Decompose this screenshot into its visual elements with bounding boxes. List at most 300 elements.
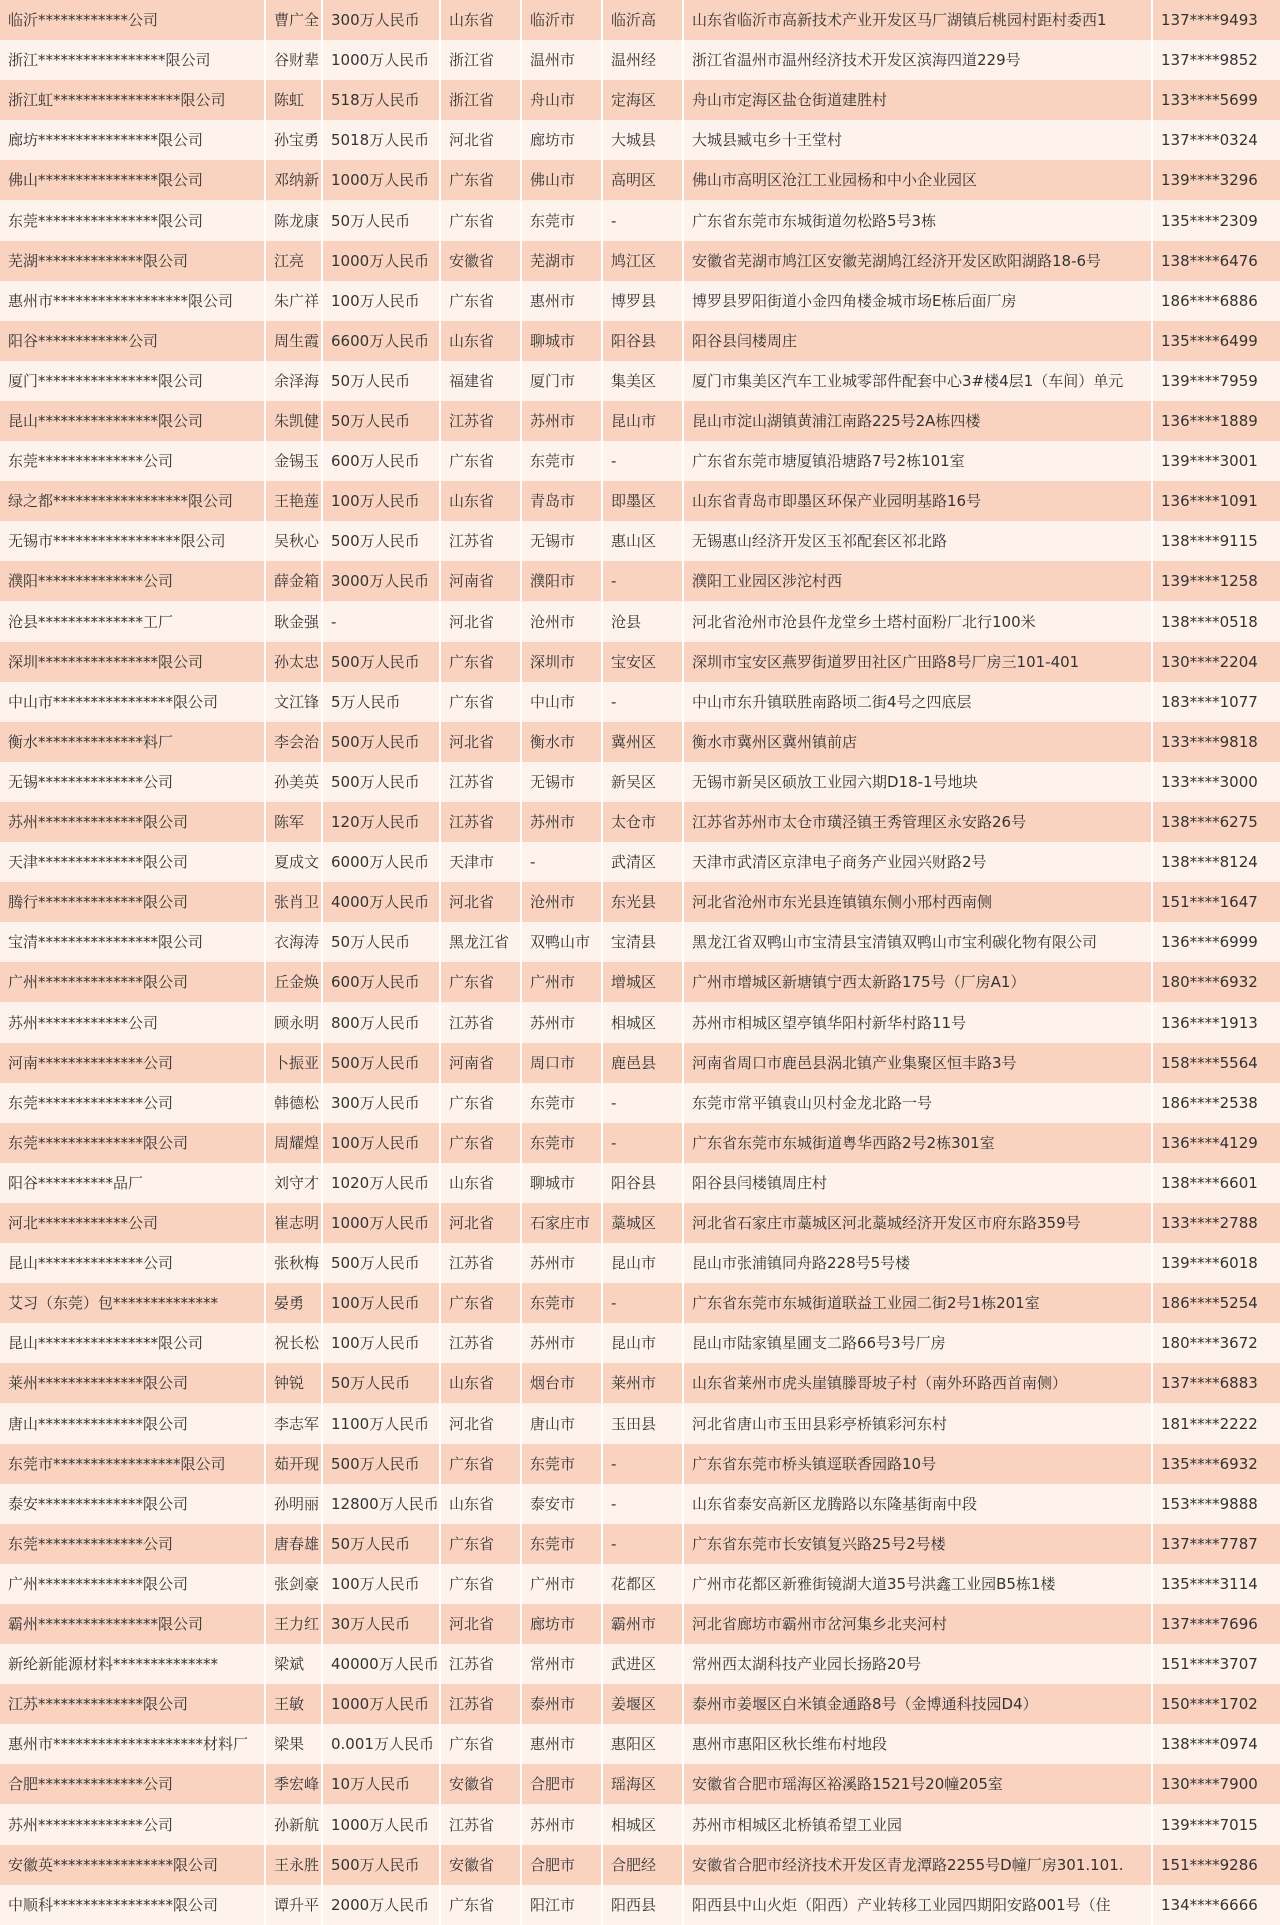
district-cell: 高明区	[603, 160, 684, 200]
district-cell: 合肥经	[603, 1845, 684, 1885]
district-cell: 冀州区	[603, 722, 684, 762]
province-cell: 河南省	[441, 561, 522, 601]
city-cell: 东莞市	[522, 201, 603, 241]
registered-capital-cell: 1000万人民币	[323, 1684, 441, 1724]
district-cell: 昆山市	[603, 1323, 684, 1363]
province-cell: 江苏省	[441, 1684, 522, 1724]
registered-capital-cell: 50万人民币	[323, 401, 441, 441]
table-row	[0, 1484, 1280, 1524]
city-cell: 东莞市	[522, 1123, 603, 1163]
address-cell: 山东省临沂市高新技术产业开发区马厂湖镇后桃园村距村委西1	[684, 0, 1153, 40]
city-cell: 青岛市	[522, 481, 603, 521]
table-row	[0, 602, 1280, 642]
city-cell: 廊坊市	[522, 1604, 603, 1644]
district-cell: 惠阳区	[603, 1724, 684, 1764]
address-cell: 昆山市张浦镇同舟路228号5号楼	[684, 1243, 1153, 1283]
city-cell: 泰州市	[522, 1684, 603, 1724]
table-row	[0, 1724, 1280, 1764]
phone-cell: 183****1077	[1161, 692, 1258, 711]
legal-person-cell: 陈军	[266, 802, 323, 842]
address-cell: 浙江省温州市温州经济技术开发区滨海四道229号	[684, 40, 1153, 80]
district-cell: 姜堰区	[603, 1684, 684, 1724]
district-cell: 武进区	[603, 1644, 684, 1684]
table-row	[0, 922, 1280, 962]
province-cell: 江苏省	[441, 401, 522, 441]
company-name-cell: 无锡市*****************限公司	[0, 521, 266, 561]
city-cell: 惠州市	[522, 281, 603, 321]
province-cell: 黑龙江省	[441, 922, 522, 962]
legal-person-cell: 梁斌	[266, 1644, 323, 1684]
registered-capital-cell: 10万人民币	[323, 1764, 441, 1804]
province-cell: 河南省	[441, 1043, 522, 1083]
city-cell: 惠州市	[522, 1724, 603, 1764]
province-cell: 广东省	[441, 1083, 522, 1123]
province-cell: 安徽省	[441, 1764, 522, 1804]
company-name-cell: 东莞**************公司	[0, 441, 266, 481]
phone-cell: 136****1889	[1161, 412, 1258, 430]
company-name-cell: 苏州**************限公司	[0, 802, 266, 842]
company-name-cell: 东莞**************公司	[0, 1083, 266, 1123]
city-cell: 广州市	[522, 962, 603, 1002]
district-cell: -	[603, 682, 684, 722]
legal-person-cell: 张秋梅	[266, 1243, 323, 1283]
district-cell: 宝清县	[603, 922, 684, 962]
phone-cell: 138****6275	[1161, 813, 1258, 831]
registered-capital-cell: 518万人民币	[323, 80, 441, 120]
company-name-cell: 衡水**************料厂	[0, 722, 266, 762]
phone-cell: 135****3114	[1161, 1574, 1258, 1593]
table-row	[0, 962, 1280, 1002]
table-row	[0, 361, 1280, 401]
address-cell: 广州市花都区新雅街镜湖大道35号洪鑫工业园B5栋1楼	[684, 1564, 1153, 1604]
company-name-cell: 沧县**************工厂	[0, 602, 266, 642]
registered-capital-cell: 50万人民币	[323, 361, 441, 401]
registered-capital-cell: 1000万人民币	[323, 241, 441, 281]
province-cell: 广东省	[441, 281, 522, 321]
table-row	[0, 642, 1280, 682]
registered-capital-cell: 500万人民币	[323, 1043, 441, 1083]
registered-capital-cell: 50万人民币	[323, 1524, 441, 1564]
district-cell: 集美区	[603, 361, 684, 401]
registered-capital-cell: 100万人民币	[323, 281, 441, 321]
company-name-cell: 昆山**************公司	[0, 1243, 266, 1283]
legal-person-cell: 钟锐	[266, 1363, 323, 1403]
company-name-cell: 惠州市******************限公司	[0, 281, 266, 321]
address-cell: 大城县臧屯乡十王堂村	[684, 120, 1153, 160]
province-cell: 山东省	[441, 1363, 522, 1403]
registered-capital-cell: 30万人民币	[323, 1604, 441, 1644]
legal-person-cell: 衣海涛	[266, 922, 323, 962]
province-cell: 广东省	[441, 160, 522, 200]
phone-cell: 139****3296	[1161, 171, 1258, 190]
company-name-cell: 合肥**************公司	[0, 1764, 266, 1804]
table-row	[0, 1644, 1280, 1684]
company-name-cell: 中山市****************限公司	[0, 682, 266, 722]
district-cell: 大城县	[603, 120, 684, 160]
company-name-cell: 安徽英****************限公司	[0, 1845, 266, 1885]
district-cell: 温州经	[603, 40, 684, 80]
table-row	[0, 1363, 1280, 1403]
province-cell: 广东省	[441, 1123, 522, 1163]
district-cell: -	[603, 1083, 684, 1123]
registered-capital-cell: 40000万人民币	[323, 1644, 441, 1684]
address-cell: 山东省泰安高新区龙腾路以东隆基街南中段	[684, 1484, 1153, 1524]
province-cell: 河北省	[441, 1203, 522, 1243]
phone-cell: 130****7900	[1161, 1775, 1258, 1794]
province-cell: 广东省	[441, 1444, 522, 1484]
district-cell: -	[603, 201, 684, 241]
district-cell: -	[603, 1283, 684, 1323]
address-cell: 广东省东莞市东城街道粤华西路2号2栋301室	[684, 1123, 1153, 1163]
city-cell: 泰安市	[522, 1484, 603, 1524]
phone-cell: 151****3707	[1161, 1655, 1258, 1674]
company-name-cell: 河北************公司	[0, 1203, 266, 1243]
city-cell: 合肥市	[522, 1845, 603, 1885]
registered-capital-cell: 500万人民币	[323, 762, 441, 802]
city-cell: 合肥市	[522, 1764, 603, 1804]
district-cell: -	[603, 561, 684, 601]
table-row	[0, 1243, 1280, 1283]
address-cell: 广东省东莞市塘厦镇沿塘路7号2栋101室	[684, 441, 1153, 481]
city-cell: 聊城市	[522, 321, 603, 361]
legal-person-cell: 薛金箱	[266, 561, 323, 601]
company-name-cell: 广州**************限公司	[0, 1564, 266, 1604]
phone-cell: 138****0518	[1161, 612, 1258, 631]
city-cell: 苏州市	[522, 1003, 603, 1043]
city-cell: 濮阳市	[522, 561, 603, 601]
company-name-cell: 河南**************公司	[0, 1043, 266, 1083]
legal-person-cell: 王艳莲	[266, 481, 323, 521]
legal-person-cell: 周生霞	[266, 321, 323, 361]
city-cell: 舟山市	[522, 80, 603, 120]
company-name-cell: 新纶新能源材料**************	[0, 1644, 266, 1684]
legal-person-cell: 季宏峰	[266, 1764, 323, 1804]
city-cell: 无锡市	[522, 521, 603, 561]
company-name-cell: 唐山**************限公司	[0, 1404, 266, 1444]
registered-capital-cell: 1100万人民币	[323, 1404, 441, 1444]
registered-capital-cell: 1000万人民币	[323, 40, 441, 80]
province-cell: 广东省	[441, 1564, 522, 1604]
company-name-cell: 东莞****************限公司	[0, 201, 266, 241]
table-row	[0, 0, 1280, 40]
legal-person-cell: 邓纳新	[266, 160, 323, 200]
registered-capital-cell: 1020万人民币	[323, 1163, 441, 1203]
phone-cell: 133****2788	[1161, 1214, 1258, 1232]
legal-person-cell: 孙新航	[266, 1805, 323, 1845]
table-row	[0, 1323, 1280, 1363]
company-name-cell: 江苏**************限公司	[0, 1684, 266, 1724]
district-cell: 昆山市	[603, 1243, 684, 1283]
table-row	[0, 321, 1280, 361]
phone-cell: 153****9888	[1161, 1494, 1258, 1513]
phone-cell: 135****6932	[1161, 1454, 1258, 1473]
province-cell: 广东省	[441, 1724, 522, 1764]
phone-cell: 133****3000	[1161, 772, 1258, 791]
phone-cell: 186****5254	[1161, 1294, 1258, 1313]
company-name-cell: 惠州市********************材料厂	[0, 1724, 266, 1764]
registered-capital-cell: 1000万人民币	[323, 1805, 441, 1845]
city-cell: 东莞市	[522, 1083, 603, 1123]
phone-cell: 139****7015	[1161, 1815, 1258, 1834]
registered-capital-cell: 50万人民币	[323, 1363, 441, 1403]
legal-person-cell: 卜振亚	[266, 1043, 323, 1083]
company-name-cell: 莱州**************限公司	[0, 1363, 266, 1403]
district-cell: 新吴区	[603, 762, 684, 802]
district-cell: 太仓市	[603, 802, 684, 842]
city-cell: 苏州市	[522, 1323, 603, 1363]
address-cell: 常州西太湖科技产业园长扬路20号	[684, 1644, 1153, 1684]
table-row	[0, 842, 1280, 882]
legal-person-cell: 金锡玉	[266, 441, 323, 481]
district-cell: 霸州市	[603, 1604, 684, 1644]
phone-cell: 136****1913	[1161, 1013, 1258, 1032]
company-name-cell: 霸州****************限公司	[0, 1604, 266, 1644]
city-cell: 佛山市	[522, 160, 603, 200]
registered-capital-cell: 5018万人民币	[323, 120, 441, 160]
city-cell: 沧州市	[522, 602, 603, 642]
table-row	[0, 1885, 1280, 1925]
city-cell: 唐山市	[522, 1404, 603, 1444]
city-cell: 广州市	[522, 1564, 603, 1604]
registered-capital-cell: 1000万人民币	[323, 1203, 441, 1243]
address-cell: 广东省东莞市长安镇复兴路25号2号楼	[684, 1524, 1153, 1564]
table-row	[0, 241, 1280, 281]
province-cell: 江苏省	[441, 521, 522, 561]
district-cell: 沧县	[603, 602, 684, 642]
company-name-cell: 苏州************公司	[0, 1003, 266, 1043]
district-cell: -	[603, 1123, 684, 1163]
company-name-cell: 阳谷************公司	[0, 321, 266, 361]
address-cell: 深圳市宝安区燕罗街道罗田社区广田路8号厂房三101-401	[684, 642, 1153, 682]
district-cell: -	[603, 1484, 684, 1524]
city-cell: 烟台市	[522, 1363, 603, 1403]
company-name-cell: 佛山****************限公司	[0, 160, 266, 200]
phone-cell: 133****5699	[1161, 91, 1258, 110]
address-cell: 河北省石家庄市藁城区河北藁城经济开发区市府东路359号	[684, 1203, 1153, 1243]
phone-cell: 139****7959	[1161, 371, 1258, 390]
district-cell: 藁城区	[603, 1203, 684, 1243]
district-cell: 相城区	[603, 1805, 684, 1845]
address-cell: 河北省沧州市东光县连镇镇东侧小邢村西南侧	[684, 882, 1153, 922]
phone-cell: 136****4129	[1161, 1133, 1258, 1152]
table-row	[0, 882, 1280, 922]
legal-person-cell: 陈虹	[266, 80, 323, 120]
company-name-cell: 天津**************限公司	[0, 842, 266, 882]
registered-capital-cell: 5万人民币	[323, 682, 441, 722]
city-cell: 苏州市	[522, 1805, 603, 1845]
province-cell: 河北省	[441, 722, 522, 762]
district-cell: 鹿邑县	[603, 1043, 684, 1083]
table-row	[0, 1564, 1280, 1604]
phone-cell: 138****9115	[1161, 532, 1258, 551]
city-cell: 芜湖市	[522, 241, 603, 281]
address-cell: 惠州市惠阳区秋长维布村地段	[684, 1724, 1153, 1764]
city-cell: 双鸭山市	[522, 922, 603, 962]
phone-cell: 130****2204	[1161, 652, 1258, 671]
table-row	[0, 1444, 1280, 1484]
legal-person-cell: 丘金焕	[266, 962, 323, 1002]
phone-cell: 186****2538	[1161, 1093, 1258, 1112]
registered-capital-cell: -	[323, 602, 441, 642]
table-row	[0, 40, 1280, 80]
phone-cell: 135****2309	[1161, 211, 1258, 230]
address-cell: 无锡市新吴区硕放工业园六期D18-1号地块	[684, 762, 1153, 802]
registered-capital-cell: 500万人民币	[323, 1845, 441, 1885]
province-cell: 广东省	[441, 962, 522, 1002]
table-row	[0, 1845, 1280, 1885]
legal-person-cell: 孙太忠	[266, 642, 323, 682]
table-row	[0, 521, 1280, 561]
registered-capital-cell: 2000万人民币	[323, 1885, 441, 1925]
province-cell: 江苏省	[441, 1003, 522, 1043]
table-row	[0, 762, 1280, 802]
district-cell: -	[603, 441, 684, 481]
phone-cell: 136****6999	[1161, 933, 1258, 952]
address-cell: 东莞市常平镇袁山贝村金龙北路一号	[684, 1083, 1153, 1123]
province-cell: 江苏省	[441, 1805, 522, 1845]
district-cell: 阳西县	[603, 1885, 684, 1925]
province-cell: 广东省	[441, 201, 522, 241]
district-cell: 宝安区	[603, 642, 684, 682]
province-cell: 河北省	[441, 882, 522, 922]
phone-cell: 138****6476	[1161, 251, 1258, 270]
registered-capital-cell: 100万人民币	[323, 481, 441, 521]
city-cell: 无锡市	[522, 762, 603, 802]
legal-person-cell: 朱广祥	[266, 281, 323, 321]
city-cell: 东莞市	[522, 1524, 603, 1564]
company-name-cell: 泰安**************限公司	[0, 1484, 266, 1524]
company-name-cell: 濮阳**************公司	[0, 561, 266, 601]
company-name-cell: 浙江*****************限公司	[0, 40, 266, 80]
province-cell: 浙江省	[441, 80, 522, 120]
address-cell: 江苏省苏州市太仓市璜泾镇王秀管理区永安路26号	[684, 802, 1153, 842]
phone-cell: 151****9286	[1161, 1855, 1258, 1874]
address-cell: 河北省唐山市玉田县彩亭桥镇彩河东村	[684, 1404, 1153, 1444]
table-row	[0, 201, 1280, 241]
city-cell: 聊城市	[522, 1163, 603, 1203]
legal-person-cell: 晏勇	[266, 1283, 323, 1323]
phone-cell: 138****0974	[1161, 1735, 1258, 1754]
table-row	[0, 481, 1280, 521]
city-cell: 廊坊市	[522, 120, 603, 160]
province-cell: 河北省	[441, 1604, 522, 1644]
province-cell: 安徽省	[441, 1845, 522, 1885]
address-cell: 安徽省合肥市瑶海区裕溪路1521号20幢205室	[684, 1764, 1153, 1804]
legal-person-cell: 曹广全	[266, 0, 323, 40]
city-cell: 深圳市	[522, 642, 603, 682]
legal-person-cell: 刘守才	[266, 1163, 323, 1203]
company-name-cell: 浙江虹*****************限公司	[0, 80, 266, 120]
address-cell: 昆山市陆家镇星圃支二路66号3号厂房	[684, 1323, 1153, 1363]
legal-person-cell: 孙宝勇	[266, 120, 323, 160]
legal-person-cell: 陈龙康	[266, 201, 323, 241]
company-name-cell: 厦门****************限公司	[0, 361, 266, 401]
province-cell: 广东省	[441, 1885, 522, 1925]
phone-cell: 139****1258	[1161, 572, 1258, 591]
address-cell: 山东省青岛市即墨区环保产业园明基路16号	[684, 481, 1153, 521]
address-cell: 广东省东莞市东城街道勿松路5号3栋	[684, 201, 1153, 241]
address-cell: 天津市武清区京津电子商务产业园兴财路2号	[684, 842, 1153, 882]
table-row	[0, 401, 1280, 441]
registered-capital-cell: 50万人民币	[323, 922, 441, 962]
table-row	[0, 1163, 1280, 1203]
address-cell: 中山市东升镇联胜南路顷二街4号之四底层	[684, 682, 1153, 722]
address-cell: 黑龙江省双鸭山市宝清县宝清镇双鸭山市宝利碳化物有限公司	[684, 922, 1153, 962]
registered-capital-cell: 500万人民币	[323, 722, 441, 762]
table-row	[0, 682, 1280, 722]
address-cell: 厦门市集美区汽车工业城零部件配套中心3#楼4层1（车间）单元	[684, 361, 1153, 401]
company-name-cell: 芜湖**************限公司	[0, 241, 266, 281]
legal-person-cell: 唐春雄	[266, 1524, 323, 1564]
company-name-cell: 中顺科****************限公司	[0, 1885, 266, 1925]
city-cell: 临沂市	[522, 0, 603, 40]
address-cell: 阳谷县闫楼周庄	[684, 321, 1153, 361]
city-cell: 石家庄市	[522, 1203, 603, 1243]
province-cell: 广东省	[441, 682, 522, 722]
table-row	[0, 1404, 1280, 1444]
province-cell: 山东省	[441, 481, 522, 521]
company-name-cell: 临沂************公司	[0, 0, 266, 40]
registered-capital-cell: 500万人民币	[323, 642, 441, 682]
table-row	[0, 80, 1280, 120]
phone-cell: 139****3001	[1161, 452, 1258, 471]
district-cell: 东光县	[603, 882, 684, 922]
registered-capital-cell: 12800万人民币	[323, 1484, 441, 1524]
address-cell: 泰州市姜堰区白米镇金通路8号（金博通科技园D4）	[684, 1684, 1153, 1724]
address-cell: 阳西县中山火炬（阳西）产业转移工业园四期阳安路001号（住	[684, 1885, 1153, 1925]
province-cell: 广东省	[441, 1524, 522, 1564]
province-cell: 江苏省	[441, 1644, 522, 1684]
district-cell: 阳谷县	[603, 1163, 684, 1203]
phone-cell: 180****6932	[1161, 973, 1258, 992]
address-cell: 苏州市相城区望亭镇华阳村新华村路11号	[684, 1003, 1153, 1043]
address-cell: 佛山市高明区沧江工业园杨和中小企业园区	[684, 160, 1153, 200]
table-row	[0, 1283, 1280, 1323]
province-cell: 山东省	[441, 1484, 522, 1524]
phone-cell: 136****1091	[1161, 492, 1258, 511]
legal-person-cell: 茹开现	[266, 1444, 323, 1484]
city-cell: 阳江市	[522, 1885, 603, 1925]
table-row	[0, 441, 1280, 481]
phone-cell: 186****6886	[1161, 291, 1258, 310]
table-row	[0, 1123, 1280, 1163]
company-name-cell: 昆山****************限公司	[0, 1323, 266, 1363]
registered-capital-cell: 100万人民币	[323, 1323, 441, 1363]
phone-cell: 180****3672	[1161, 1334, 1258, 1353]
phone-cell: 151****1647	[1161, 893, 1258, 912]
legal-person-cell: 周耀煌	[266, 1123, 323, 1163]
province-cell: 江苏省	[441, 1243, 522, 1283]
registered-capital-cell: 500万人民币	[323, 1444, 441, 1484]
district-cell: 昆山市	[603, 401, 684, 441]
table-row	[0, 1764, 1280, 1804]
phone-cell: 135****6499	[1161, 331, 1258, 350]
table-row	[0, 722, 1280, 762]
legal-person-cell: 张剑豪	[266, 1564, 323, 1604]
province-cell: 山东省	[441, 1163, 522, 1203]
legal-person-cell: 吴秋心	[266, 521, 323, 561]
district-cell: 定海区	[603, 80, 684, 120]
legal-person-cell: 崔志明	[266, 1203, 323, 1243]
phone-cell: 138****6601	[1161, 1173, 1258, 1192]
registered-capital-cell: 1000万人民币	[323, 160, 441, 200]
phone-cell: 137****7696	[1161, 1615, 1258, 1633]
legal-person-cell: 夏成文	[266, 842, 323, 882]
province-cell: 广东省	[441, 1283, 522, 1323]
company-name-cell: 东莞市*****************限公司	[0, 1444, 266, 1484]
table-row	[0, 281, 1280, 321]
province-cell: 浙江省	[441, 40, 522, 80]
